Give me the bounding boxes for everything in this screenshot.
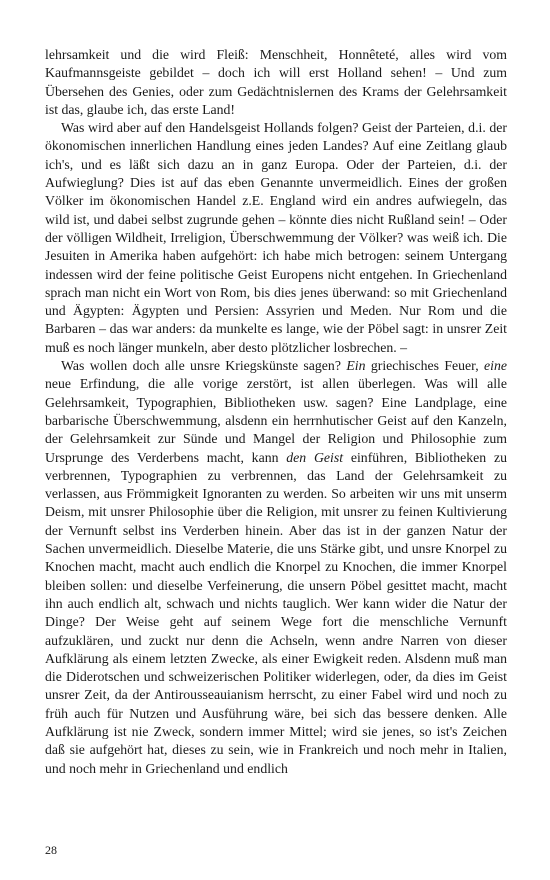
text-run: Was wird aber auf den Handelsgeist Hollands folgen? Geist der Parteien, d.i. der ökonomischen innerlichen Handlung eines jeden Landes? Auf eine Zeitlang glaub ich's, und es läßt sich dazu an in ganz Europa. Oder der Parteien, d.i. der Aufwieglung? Dies ist auf das eben Genannte unvermeidlich. Eines der großen Völker im ökonomischen Handel z.E. England wird ein andres aufwiegeln, das wild ist, und dabei selbst zugrunde gehen – könnte dies nicht Rußland sein! – Oder der völligen Wildheit, Irreligion, Überschwemmung der Völker? was weiß ich. Die Jesuiten in Amerika haben aufgehört: ich habe mich betrogen: seinem Untergang indessen wird der feine politische Geist Europens nicht entgehen. In Griechenland sprach man nicht ein Wort von Rom, bis dies jenes überwand: so mit Griechenland und Ägypten: Ägypten und Persien: Assyrien und Meden. Nur Rom und die Barbaren – das war anders: da munkelte es lange, wie der Pöbel sagt: in unsrer Zeit muß es noch länger munkeln, aber desto plötzlicher losbrechen. – [45,120,507,355]
paragraph [45,46,507,119]
body-text [45,46,507,778]
emphasis-text: den Geist [286,449,344,465]
text-run: einführen, Bibliotheken zu verbrennen, Typographien zu verbrennen, das Land der Gelehrsamkeit zu verlassen, aus Frömmigkeit Ignoranten zu werden. So arbeiten wir uns mit unserm Deism, mit unsrer Philosophie über die Religion, mit unsrer zu feinen Kultivierung der Vernunft selbst ins Verderben hinein. Aber das ist in der ganzen Natur der Sachen unvermeidlich. Dieselbe Materie, die uns Stärke gibt, und unsre Knorpel zu Knochen macht, macht auch endlich die Knorpel zu Knochen, die immer Knorpel bleiben sollen: und dieselbe Verfeinerung, die unsern Pöbel gesittet macht, macht ihn auch endlich alt, schwach und nichts tauglich. Wer kann wider die Natur der Dinge? Der Weise geht auf seinem Wege fort die menschliche Vernunft aufzuklären, und zuckt nur denn die Achseln, wenn andre Narren von dieser Aufklärung als einem letzten Zwecke, als einer Ewigkeit reden. Alsdenn muß man die Diderotschen und schweizerischen Politiker widerlegen, oder, da dies im Geist unsrer Zeit, da der Antirousseauianism herrscht, zu einer Fabel wird und noch zu früh auch für Nutzen und Ausführung wäre, bei sich das bessere denken. Alle Aufklärung ist nie Zweck, sondern immer Mittel; wird sie jenes, so ist's Zeichen daß sie aufgehört hat, dieses zu sein, wie in Frankreich und noch mehr in Italien, und noch mehr in Griechenland und endlich [45,449,507,776]
text-run: Was wollen doch alle unsre Kriegskünste sagen? [61,358,347,374]
paragraph [45,357,507,778]
paragraph [45,119,507,357]
text-run: neue Erfindung, die alle vorige zerstört, ist allen überlegen. Was will alle Gelehrsamkeit, Typographien, Bibliotheken usw. sagen? Eine Landplage, eine barbarische Überschwemmung, alsdenn ein herrnhutischer Geist auf den Kanzeln, der Gelehrsamkeit zur Sünde und Mangel der Religion und Philosophie zum Ursprunge des Verderbens macht, kann [45,376,507,465]
text-run: griechisches Feuer, [365,358,485,374]
page-number: 28 [45,843,57,857]
emphasis-text: eine [484,358,507,374]
text-run: lehrsamkeit und die wird Fleiß: Menschheit, Honnêteté, alles wird vom Kaufmannsgeiste gebildet – doch ich will erst Holland sehen! – Und zum Übersehen des Genies, oder zum Gedächtnislernen des Krams der Gelehrsamkeit ist das, glaube ich, das erste Land! [45,47,507,117]
emphasis-text: Ein [346,358,366,374]
